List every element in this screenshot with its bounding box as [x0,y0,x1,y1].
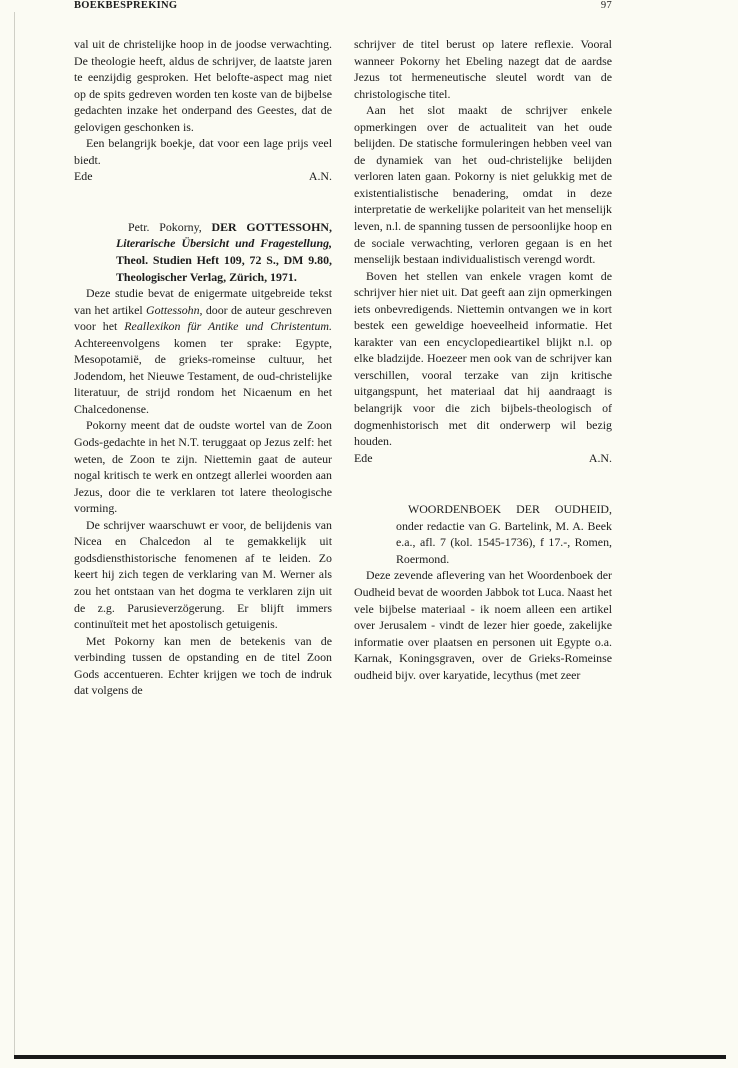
review-paragraph: val uit de christelijke hoop in de joodse verwachting. De theologie heeft, aldus de schrijver, de laatste jaren te eenzijdig gesproken. Het belofte-aspect mag niet op de spits gedreven worden ten koste van de bijbelse gedachten inzake het onderpand des Geestes, dat de gelovigen geschonken is. [74,37,332,134]
review-paragraph: De schrijver waarschuwt er voor, de belijdenis van Nicea en Chalcedon al te gemakkelijk uit godsdiensthistorische fenomenen af te leiden. Zo keert hij zich tegen de verklaring van M. Werner als zou het ontstaan van het dogma te verklaren zijn uit de z.g. Parusieverzögerung. Er blijft immers continuïteit met het apostolisch getuigenis. [74,517,332,632]
review-paragraph: Deze studie bevat de enigermate uitgebreide tekst van het artikel Gottessohn, door de auteur geschreven voor het Reallexikon für Antike und Christentum. Achtereenvolgens komen ter sprake: Egypte, Mesopotamië, de grieks-romeinse cultuur, het Jodendom, het Nieuwe Testament, de oud-christelijke literatuur, de strijd rondom het Nicaenum en het Chalcedonense. [74,286,332,416]
signature-place: Ede [74,169,93,184]
book-citation [74,219,332,285]
running-title: BOEKBESPREKING [74,0,178,11]
review-paragraph: Aan het slot maakt de schrijver enkele opmerkingen over de actualiteit van het oude belijden. De statische formuleringen hebben veel van de dynamiek van het oud-christelijke belijden verloren laten gaan. Pokorny is niet gelukkig met de existentialistische benadering, omdat in deze interpretatie de werkelijke polariteit van het menselijk leven, n.l. de spanning tussen de persoonlijke hoop en de sociale verwachting, verloren gegaan is en het menselijk bestaan individualistisch verengd wordt. [354,103,612,267]
citation-details: onder redactie van G. Bartelink, M. A. Beek e.a., afl. 7 (kol. 1545-1736), f 17.-, Romen, Roermond. [396,518,612,566]
review-paragraph: Boven het stellen van enkele vragen komt de schrijver hier niet uit. Dat geeft aan zijn opmerkingen iets onbevredigends. Niettemin ontvangen we in kort bestek een geweldige hoeveelheid informatie. Het karakter van een encyclopedieartikel blijkt n.l. op elke bladzijde. Hoezeer men ook van de schrijver kan verschillen, vooral terzake van zijn kritische uitgangspunt, het materiaal dat hij aandraagt is belangrijk voor die zich bijbels-theologisch of dogmenhistorisch met dit onderwerp wil bezig houden. [354,268,612,449]
page-number: 97 [600,0,612,11]
page-edge-line [14,12,15,1055]
review-signature [354,450,612,467]
review-signature [74,168,332,185]
review-paragraph: Deze zevende aflevering van het Woordenboek der Oudheid bevat de woorden Jabbok tot Luca. Naast het vele bijbelse materiaal - ik noem alleen een artikel over Jerusalem - vindt de lezer hier goede, zakelijke informatie over plaatsen en personen uit Egypte o.a. Karnak, Koningsgraven, over de Grieks-Romeinse oudheid bijv. over karyatide, lecythus (met zeer [354,568,612,682]
review-paragraph: Met Pokorny kan men de betekenis van de verbinding tussen de opstanding en de titel Zoon Gods accentueren. Echter krijgen we toch de indruk dat volgens de [74,633,332,698]
citation-author: Petr. Pokorny, [128,219,202,234]
review-paragraph: Pokorny meent dat de oudste wortel van de Zoon Gods-gedachte in het N.T. teruggaat op Jezus zelf: het weten, de Zoon te zijn. Niettemin gaat de auteur nogal kritisch te werk en ontzegt allerlei woorden aan Jezus, door die te verklaren tot latere theologische vorming. [74,418,332,516]
book-citation [354,501,612,567]
citation-title: DER GOTTESSOHN, [211,219,332,234]
right-column [354,36,612,683]
running-header [74,0,612,14]
citation-subtitle: Literarische Übersicht und Fragestellung, [116,236,332,251]
citation-title: WOORDENBOEK DER OUDHEID, [408,502,612,517]
signature-initials: A.N. [308,169,332,184]
signature-place: Ede [354,450,373,465]
signature-initials: A.N. [588,450,612,465]
left-column [74,36,332,699]
bottom-border [14,1055,726,1059]
citation-series: Theol. Studien Heft 109, 72 S., DM 9.80, Theologischer Verlag, Zürich, 1971. [116,253,332,284]
review-paragraph: schrijver de titel berust op latere reflexie. Vooral wanneer Pokorny het Ebeling nazegt dat de aardse Jezus tot hermeneutische sleutel wordt van de christologische titel. [354,37,612,101]
review-paragraph: Een belangrijk boekje, dat voor een lage prijs veel biedt. [74,136,332,167]
